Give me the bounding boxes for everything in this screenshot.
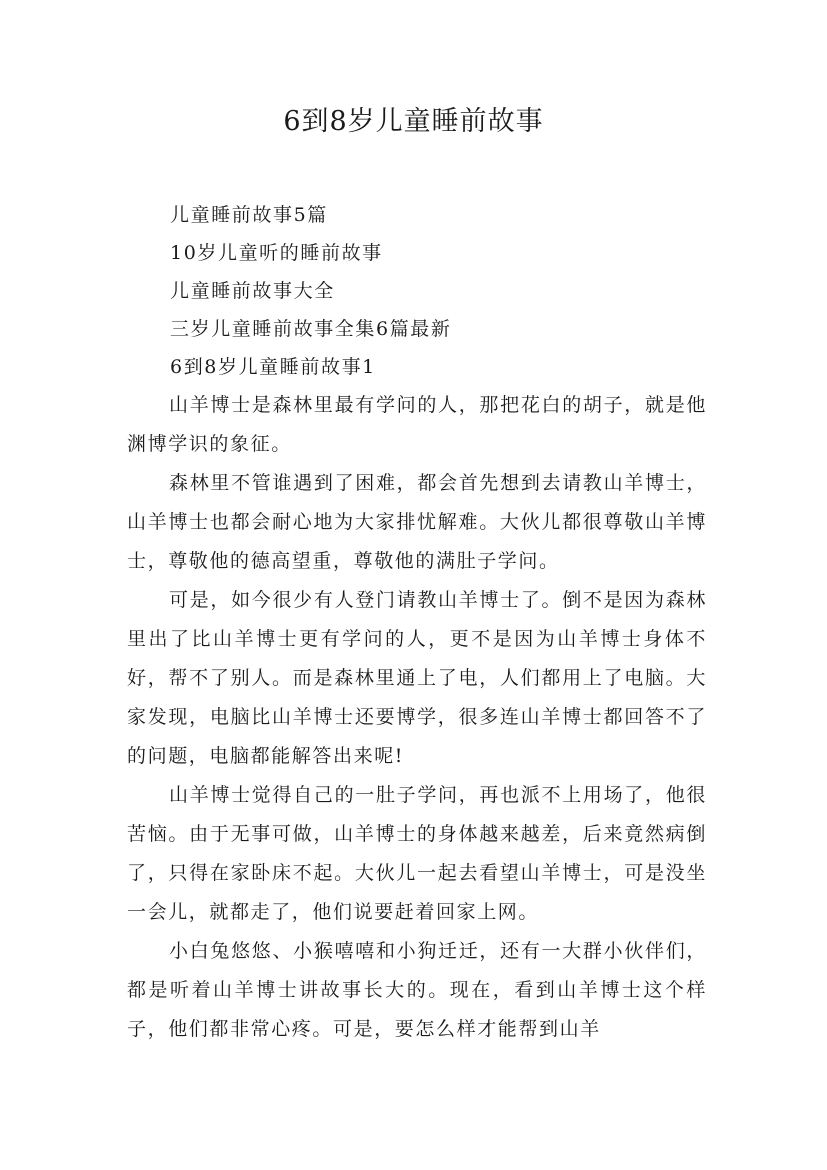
toc-item: 6到8岁儿童睡前故事1 [170,356,376,378]
document-title: 6到8岁儿童睡前故事 [283,106,544,137]
story-paragraph: 小白兔悠悠、小猴嘻嘻和小狗迁迁，还有一大群小伙伴们，都是听着山羊博士讲故事长大的。现在，看到山羊博士这个样子，他们都非常心疼。可是，要怎么样才能帮到山羊 [127,940,707,1040]
toc-item: 儿童睡前故事5篇 [170,204,328,226]
toc-item: 10岁儿童听的睡前故事 [170,242,383,264]
story-paragraph: 山羊博士是森林里最有学问的人，那把花白的胡子，就是他渊博学识的象征。 [127,394,707,455]
story-paragraph: 森林里不管谁遇到了困难，都会首先想到去请教山羊博士，山羊博士也都会耐心地为大家排忧解难。大伙儿都很尊敬山羊博士，尊敬他的德高望重，尊敬他的满肚子学问。 [127,472,707,572]
story-paragraph: 可是，如今很少有人登门请教山羊博士了。倒不是因为森林里出了比山羊博士更有学问的人，更不是因为山羊博士身体不好，帮不了别人。而是森林里通上了电，人们都用上了电脑。大家发现，电脑比山羊博士还要博学，很多连山羊博士都回答不了的问题，电脑都能解答出来呢! [127,589,707,767]
story-body [127,386,707,1049]
story-paragraph: 山羊博士觉得自己的一肚子学问，再也派不上用场了，他很苦恼。由于无事可做，山羊博士的身体越来越差，后来竟然病倒了，只得在家卧床不起。大伙儿一起去看望山羊博士，可是没坐一会儿，就都走了，他们说要赶着回家上网。 [127,784,707,923]
table-of-contents [170,196,730,386]
toc-item: 儿童睡前故事大全 [170,280,335,302]
toc-item: 三岁儿童睡前故事全集6篇最新 [170,318,452,340]
